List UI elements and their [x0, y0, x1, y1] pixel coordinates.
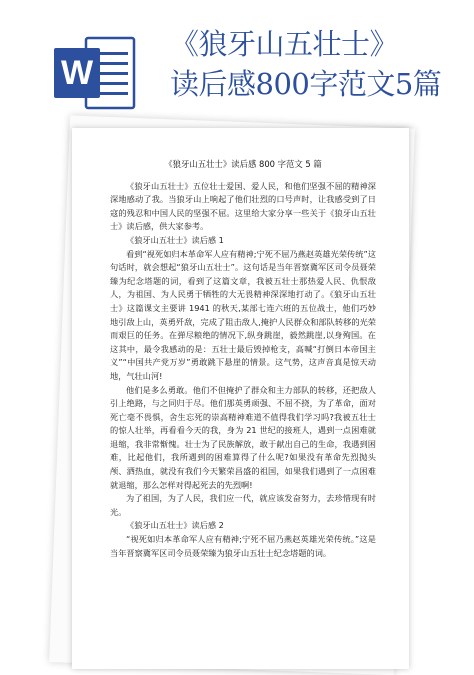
- word-document-icon: [52, 34, 138, 112]
- paragraph-list: [110, 180, 376, 561]
- document-title: 《狼牙山五壮士》读后感 800 字范文 5 篇: [164, 159, 322, 169]
- paragraph: 他们是多么勇敢。他们不但掩护了群众和主力部队的转移，还把敌人引上绝路，与之同归于尽。他们那英勇顽强、不屈不挠，为了革命，面对死亡毫不畏惧，舍生忘死的崇高精神难道不值得我们学习吗?我被五壮士的惊人壮举，再看看今天的我，身为 21 世纪的接班人，遇到一点困难就退缩，我非常惭愧。壮士为了民族解放，敢于献出自己的生命，我遇到困难，比起他们，我所遇到的困难算得了什么呢?如果没有革命先烈抛头颅、洒热血，就没有我们今天繁荣昌盛的祖国，如果我们遇到了一点困难就退缩，那么怎样对得起死去的先烈啊!: [110, 384, 376, 490]
- section-heading: 《狼牙山五壮士》读后感 1: [126, 234, 224, 245]
- paragraph: “视死如归本革命军人应有精神;宁死不屈乃燕赵英雄光荣传统。”这是当年晋察冀军区司令员聂荣臻为狼牙山五壮士纪念塔题的词。: [110, 534, 376, 558]
- document-preview: [58, 122, 418, 669]
- section-heading: 《狼牙山五壮士》读后感 2: [126, 520, 224, 531]
- banner: [0, 0, 474, 130]
- paragraph: 为了祖国，为了人民，我们应一代，就应该发奋努力，去珍惜现有时光。: [110, 493, 376, 517]
- banner-title-line-1: 《狼牙山五壮士》: [170, 27, 399, 61]
- document-page: [72, 128, 409, 669]
- paragraph: 看到“视死如归本革命军人应有精神;宁死不屈乃燕赵英雄光荣传统”这句话时，就会想起“狼牙山五壮士”。这句话是当年晋察冀军区司令员聂荣臻为纪念塔题的词，看到了这篇文章，我被五壮士那热爱人民、仇恨敌人，为祖国、为人民勇于牺牲的大无畏精神深深地打动了。《狼牙山五壮士》这篇课文主要讲 1941 的秋天,某部七连六班的五位战士，他们巧妙地引敌上山，英勇歼敌，完成了阻击敌人,掩护人民群众和部队转移的光荣而艰巨的任务。在弹尽粮绝的情况下,纵身跳崖，毅然跳崖,以身殉国。在这其中，最令我感动的是：五壮士最后毁掉枪支，高喊“打倒日本帝国主义”“中国共产党万岁”勇敢跳下悬崖的情景。这气势，这声音真是惊天动地，气壮山河!: [110, 248, 376, 381]
- document-body: [110, 158, 376, 560]
- word-icon-letter: W: [60, 54, 94, 92]
- banner-title-line-2: 读后感800字范文5篇: [170, 67, 442, 101]
- paragraph: 《狼牙山五壮士》五位壮士爱国、爱人民，和他们坚强不屈的精神深深地感动了我。当狼牙山上响起了他们壮烈的口号声时，让我感受到了日寇的残忍和中国人民的坚强不屈。这里给大家分享一些关于《狼牙山五壮士》读后感，供大家参考。: [110, 180, 376, 232]
